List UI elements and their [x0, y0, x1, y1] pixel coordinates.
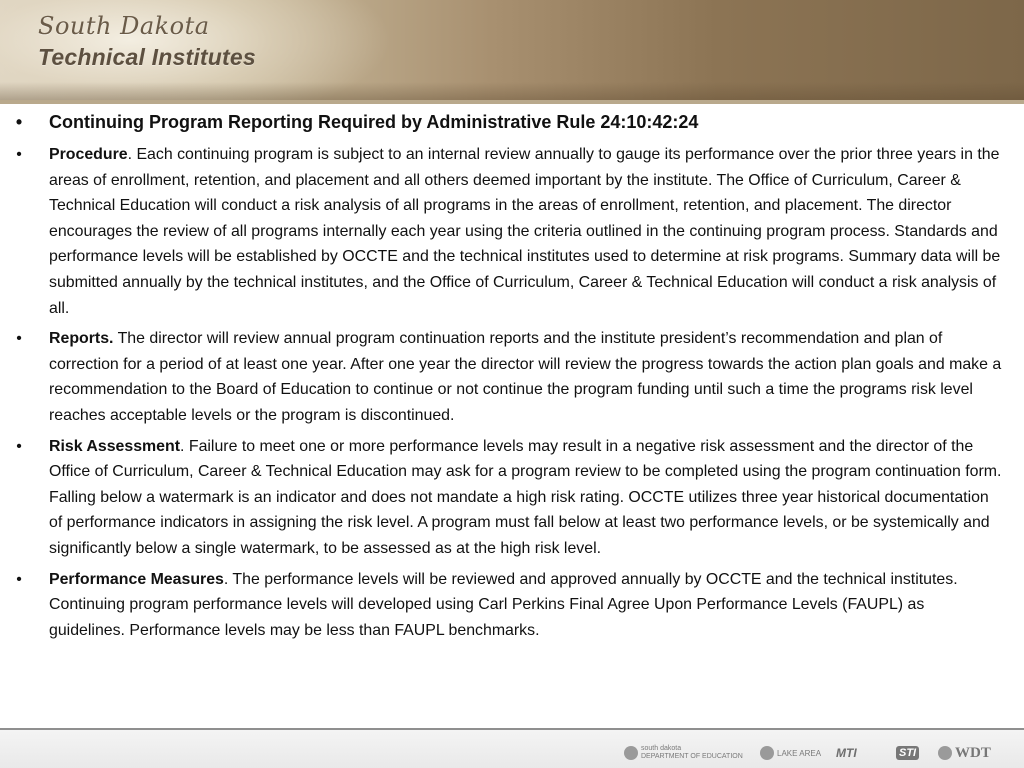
bullet-reports [12, 326, 1002, 428]
bullet-procedure [12, 142, 1002, 321]
slide-body [12, 108, 1002, 648]
bullet-lead: Performance Measures [49, 570, 224, 588]
doe-logo-icon [624, 746, 638, 760]
logo-script-text: South Dakota [38, 12, 210, 40]
mti-logo-text: MTI [836, 746, 857, 760]
wdt-logo-text: WDT [955, 744, 991, 761]
bullet-risk-assessment [12, 434, 1002, 562]
bullet-text: . Failure to meet one or more performance levels may result in a negative risk assessment and the director of the Office of Curriculum, Career & Technical Education may ask for a program review to be completed using the program continuation form. Falling below a watermark is an indicator and does not mandate a high risk rating. OCCTE utilizes three year historical documentation of performance indicators in assigning the risk level. A program must fall below at least two performance levels, or be systemically and significantly below a single watermark, to be assessed as at the high risk level. [49, 437, 1002, 557]
bullet-text: The director will review annual program continuation reports and the institute president’s recommendation and plan of correction for a period of at least one year. After one year the director will review the progress towards the action plan goals and make a recommendation to the Board of Education to continue or not continue the program funding until such a time the programs risk level reaches acceptable levels or the program is discontinued. [49, 330, 1002, 424]
footer-bar [0, 730, 1024, 768]
wdt-logo [938, 742, 991, 764]
header-banner [0, 0, 1024, 104]
doe-logo-line1: south dakota [641, 745, 682, 752]
bullet-performance-measures [12, 567, 1002, 644]
bullet-glyph: • [16, 330, 22, 348]
lake-area-logo [760, 742, 821, 764]
mti-logo [836, 742, 857, 764]
bullet-title [12, 108, 1002, 136]
bullet-lead: Risk Assessment [49, 437, 181, 455]
bullet-glyph: • [16, 146, 22, 163]
bullet-lead: Reports. [49, 330, 114, 348]
sti-logo-text: STI [896, 746, 919, 760]
bullet-glyph: • [16, 570, 22, 588]
bullet-glyph: • [16, 437, 22, 455]
lake-area-logo-text: LAKE AREA [777, 748, 822, 758]
bullet-lead: Procedure [49, 146, 128, 163]
bullet-glyph: • [15, 112, 23, 132]
bullet-text: . Each continuing program is subject to an internal review annually to gauge its performance over the prior three years in the areas of enrollment, retention, and placement and all others deemed important by the institute. The Office of Curriculum, Career & Technical Education will conduct a risk analysis of all programs in the areas of enrollment, retention, and placement. The director encourages the review of all programs internally each year using the criteria outlined in the continuing program process. Standards and performance levels will be established by OCCTE and the technical institutes used to determine at risk programs. Summary data will be submitted annually by the technical institutes, and the Office of Curriculum, Career & Technical Education will conduct a risk analysis of all. [49, 146, 1001, 317]
bullet-text: Continuing Program Reporting Required by Administrative Rule 24:10:42:24 [49, 112, 699, 132]
doe-logo-line2: DEPARTMENT OF EDUCATION [641, 753, 743, 760]
bullet-text: . The performance levels will be reviewed and approved annually by OCCTE and the technical institutes. Continuing program performance levels will developed using Carl Perkins Final Agree Upon Performance Levels (FAUPL) as guidelines. Performance levels may be less than FAUPL benchmarks. [49, 570, 958, 639]
doe-logo [624, 742, 743, 764]
wdt-logo-icon [938, 746, 952, 760]
lake-area-logo-icon [760, 746, 774, 760]
sti-logo [896, 742, 919, 764]
logo-title-text: Technical Institutes [38, 44, 256, 70]
